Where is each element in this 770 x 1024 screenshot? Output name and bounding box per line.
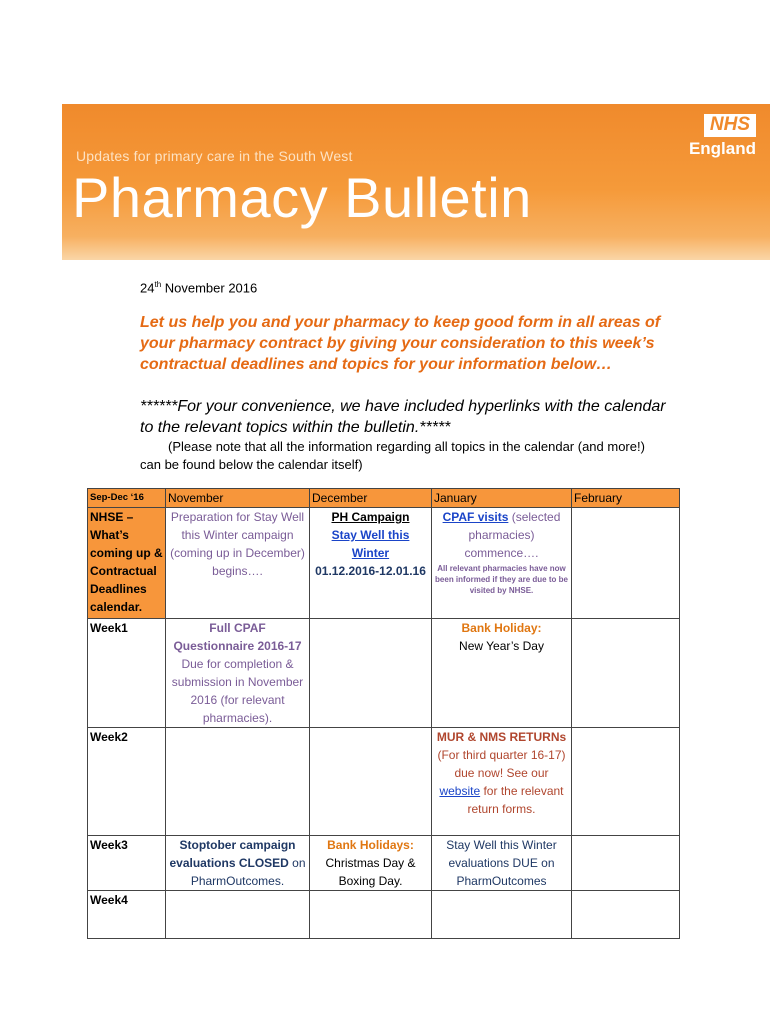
week2-december-cell: [310, 728, 432, 836]
website-link[interactable]: website: [439, 784, 481, 798]
nhs-england-logo: [689, 114, 756, 159]
nhs-logo-mark: NHS: [704, 114, 756, 137]
banner-title: Pharmacy Bulletin: [72, 166, 532, 229]
week2-february-cell: [572, 728, 680, 836]
calendar-week2-row: [88, 728, 680, 836]
mur-nms-text: (For third quarter 16-17) due now! See our: [437, 748, 566, 780]
week3-february-cell: [572, 836, 680, 891]
week2-january-cell: [432, 728, 572, 836]
calendar-side-label: NHSE – What’s coming up & Contractual Deadlines calendar.: [88, 508, 166, 619]
calendar-note: (Please note that all the information regarding all topics in the calendar (and more!) can be found below the calendar itself): [140, 439, 645, 472]
week4-november-cell: [166, 891, 310, 939]
deadlines-calendar-table: [87, 488, 680, 939]
stay-well-link[interactable]: Stay Well this Winter: [331, 528, 410, 560]
week2-label: Week2: [88, 728, 166, 836]
bank-holidays-title: Bank Holidays:: [327, 838, 414, 852]
month-november: November: [166, 489, 310, 508]
month-january: January: [432, 489, 572, 508]
calendar-intro-row: [88, 508, 680, 619]
stoptober-title: Stoptober campaign evaluations CLOSED: [169, 838, 296, 870]
ph-campaign-title: PH Campaign: [331, 510, 410, 524]
intro-january-cell: [432, 508, 572, 619]
calendar-week4-row: [88, 891, 680, 939]
week3-november-cell: [166, 836, 310, 891]
stoptober-text: on PharmOutcomes.: [190, 856, 306, 888]
cpaf-questionnaire-title: Full CPAF Questionnaire 2016-17: [173, 621, 302, 653]
convenience-note: ******For your convenience, we have included hyperlinks with the calendar to the relevant topics within the bulletin.*****: [140, 398, 666, 436]
week4-february-cell: [572, 891, 680, 939]
bulletin-banner: [62, 104, 770, 260]
month-february: February: [572, 489, 680, 508]
bank-holiday-text: New Year’s Day: [459, 639, 544, 653]
bank-holidays-text: Christmas Day & Boxing Day.: [325, 856, 416, 888]
month-december: December: [310, 489, 432, 508]
week1-january-cell: [432, 619, 572, 728]
week4-label: Week4: [88, 891, 166, 939]
mur-nms-title: MUR & NMS RETURNs: [436, 730, 567, 744]
cpaf-visits-link[interactable]: CPAF visits: [442, 510, 509, 524]
calendar-header-row: [88, 489, 680, 508]
mur-nms-text-end: for the relevant return forms.: [467, 784, 564, 816]
week3-january-cell: Stay Well this Winter evaluations DUE on PharmOutcomes: [432, 836, 572, 891]
cpaf-questionnaire-text: Due for completion & submission in November 2016 (for relevant pharmacies).: [171, 657, 304, 725]
headline: Let us help you and your pharmacy to keep good form in all areas of your pharmacy contract by giving your consideration to this week’s contractual deadlines and topics for your information below…: [140, 314, 661, 373]
week1-november-cell: [166, 619, 310, 728]
intro-november-cell: Preparation for Stay Well this Winter campaign (coming up in December) begins….: [166, 508, 310, 619]
campaign-dates: 01.12.2016-12.01.16: [315, 564, 426, 578]
cpaf-visits-text: (selected pharmacies) commence….: [464, 510, 561, 560]
week1-february-cell: [572, 619, 680, 728]
week3-label: Week3: [88, 836, 166, 891]
bank-holiday-title: Bank Holiday:: [461, 621, 542, 635]
intro-december-cell: [310, 508, 432, 619]
banner-subtitle: Updates for primary care in the South West: [76, 148, 353, 164]
week4-january-cell: [432, 891, 572, 939]
cpaf-visits-note: All relevant pharmacies have now been informed if they are due to be visited by NHSE.: [435, 564, 568, 595]
week4-december-cell: [310, 891, 432, 939]
week2-november-cell: [166, 728, 310, 836]
intro-february-cell: [572, 508, 680, 619]
nhs-logo-region: England: [688, 138, 756, 158]
period-label: Sep-Dec ‘16: [88, 489, 166, 508]
calendar-week1-row: [88, 619, 680, 728]
bulletin-date: 24th November 2016: [140, 280, 258, 296]
week3-december-cell: [310, 836, 432, 891]
week1-december-cell: [310, 619, 432, 728]
calendar-week3-row: [88, 836, 680, 891]
week1-label: Week1: [88, 619, 166, 728]
